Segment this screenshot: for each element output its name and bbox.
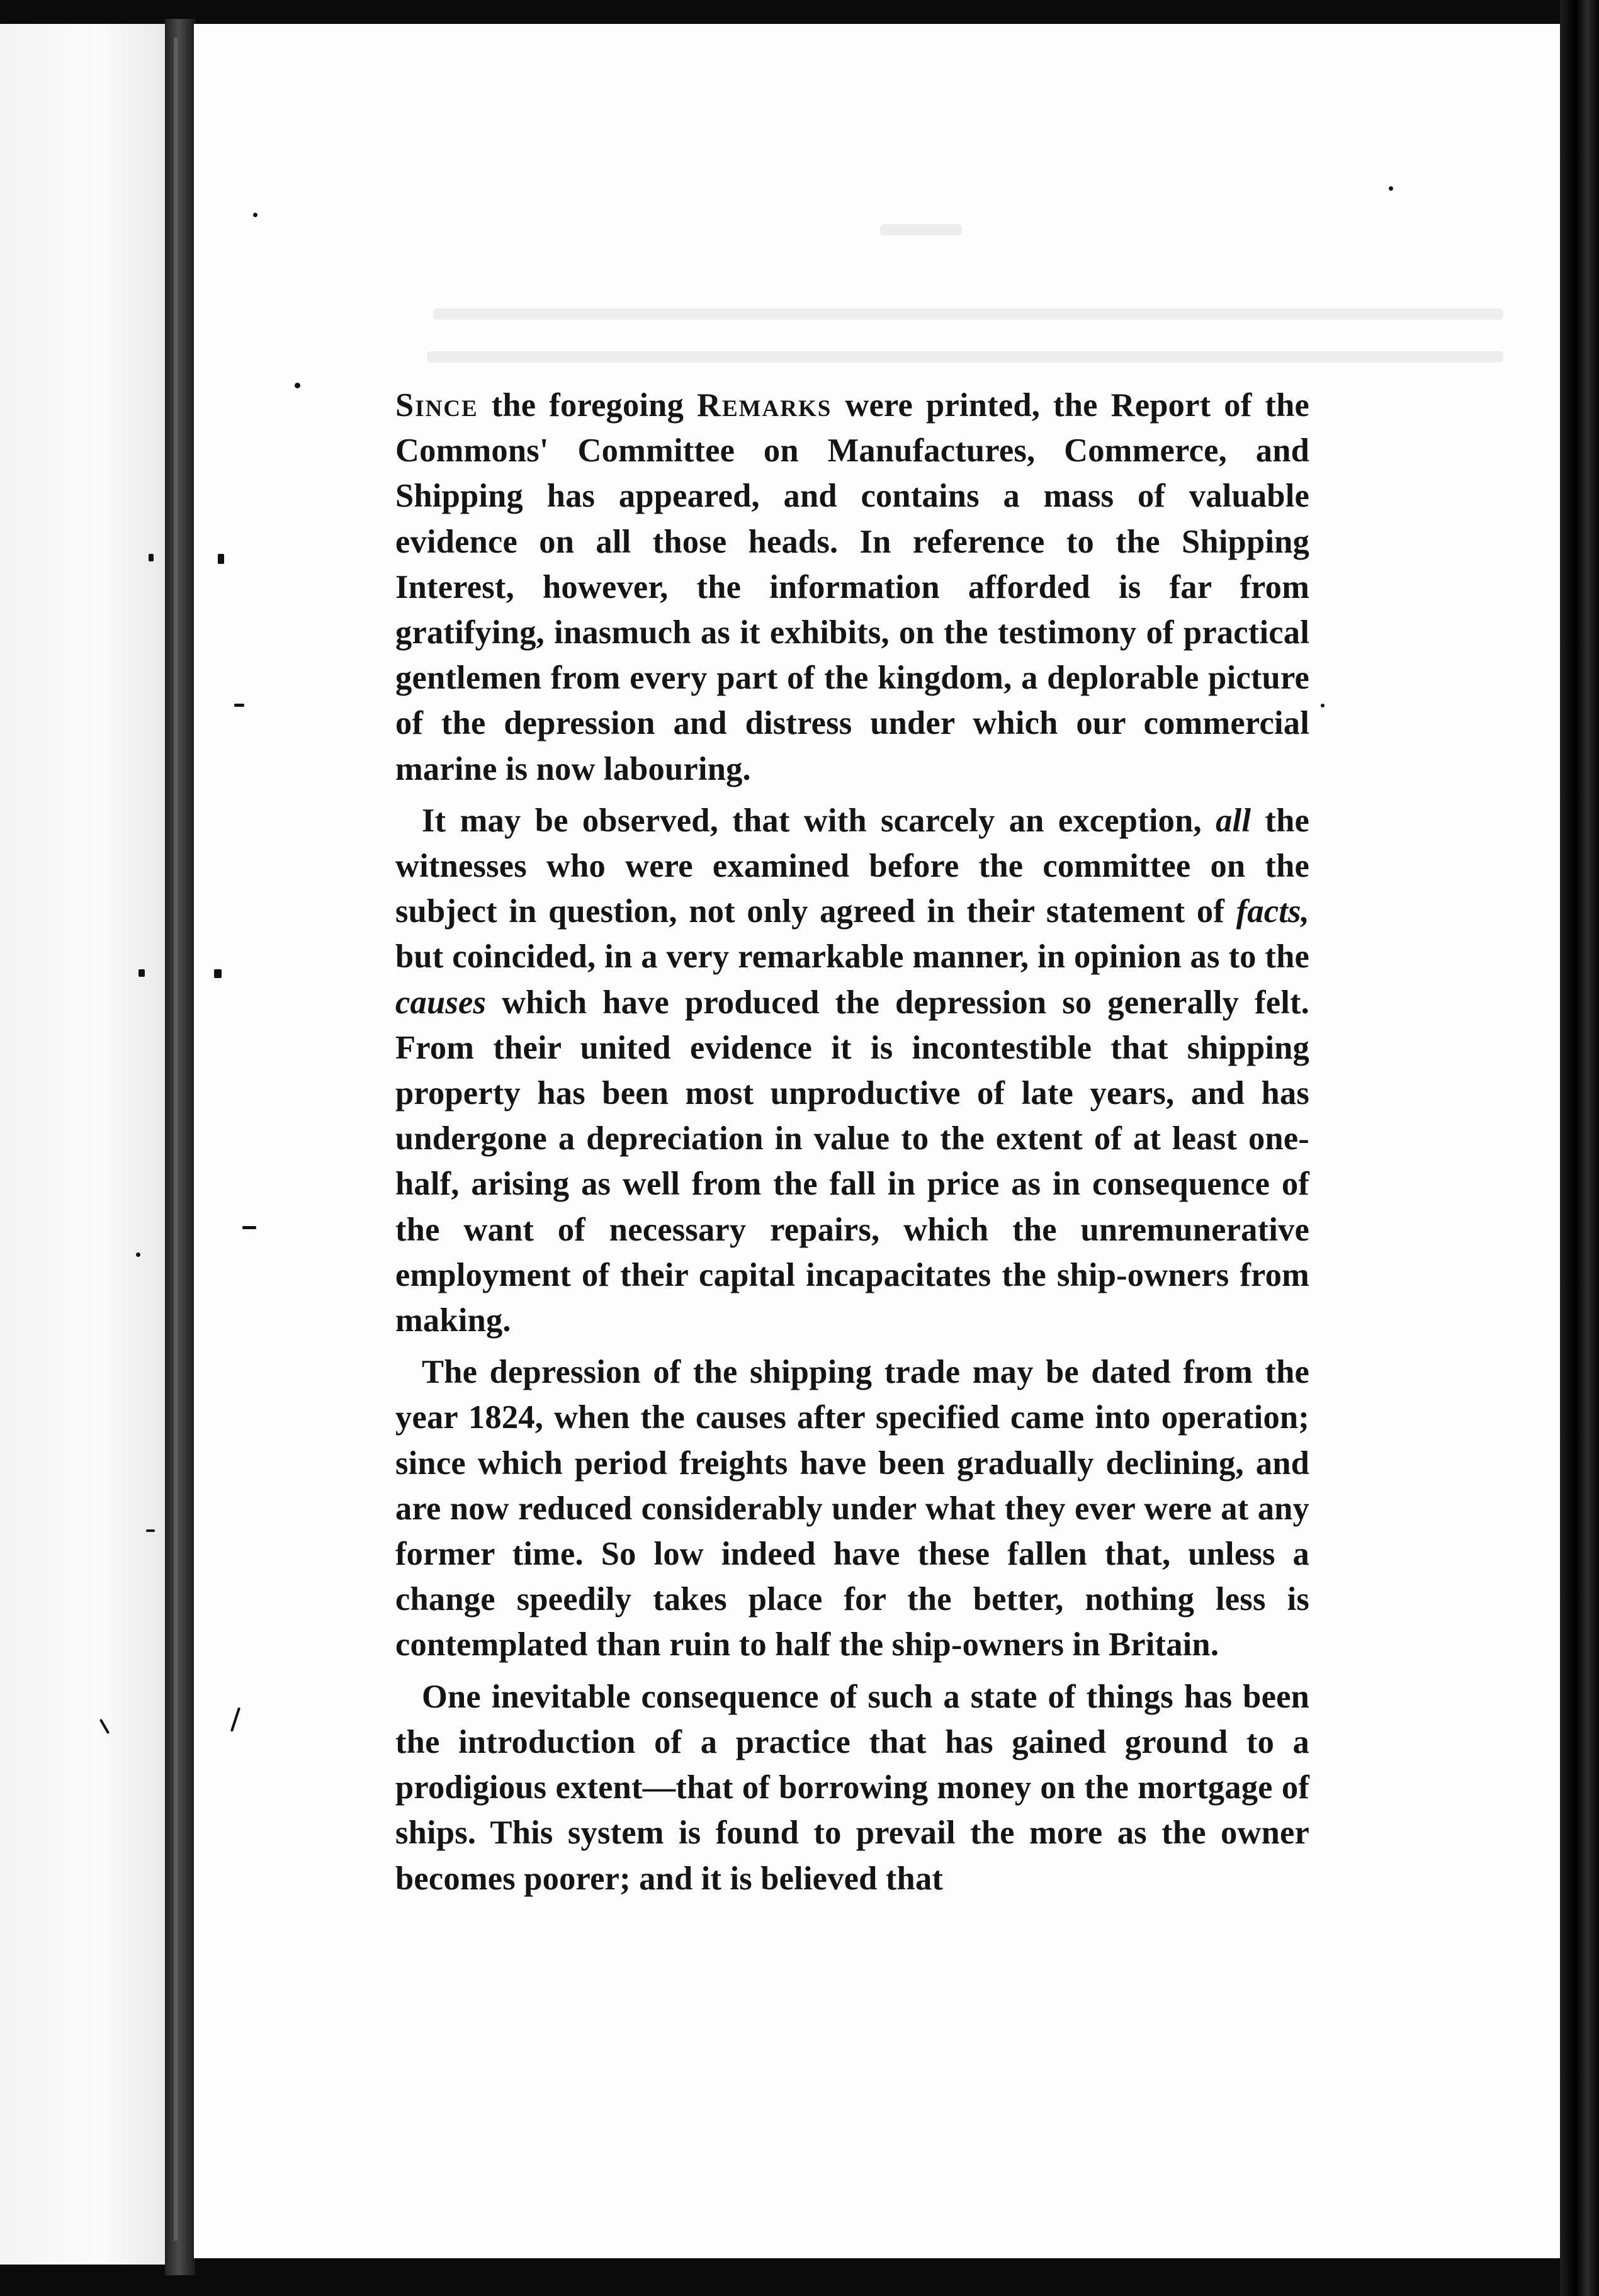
- scan-speck: [218, 554, 224, 564]
- small-caps-word: Since: [395, 387, 478, 424]
- scan-speck: [253, 213, 257, 217]
- text-run: the foregoing: [478, 387, 698, 424]
- show-through-line: [427, 351, 1503, 363]
- book-gutter: [165, 19, 195, 2275]
- italic-word: all: [1216, 802, 1252, 839]
- text-run: One inevitable consequence of such a state of things has been the introduction of a practice that has gained ground to a prodigious extent—that of borrowing money on the mortgage of ships. This system is found to prevail the more as the owner becomes poorer; and it is believed that: [395, 1678, 1309, 1897]
- text-run: but coincided, in a very remarkable manner, in opinion as to the: [395, 938, 1309, 976]
- italic-word: causes: [395, 984, 487, 1021]
- show-through-line: [433, 308, 1503, 320]
- small-caps-word: Remarks: [697, 387, 832, 424]
- scan-speck: [136, 1252, 140, 1257]
- page-edge: [1560, 0, 1599, 2296]
- scan-speck: [214, 969, 222, 978]
- scan-speck: [146, 1529, 155, 1532]
- paragraph: [395, 1349, 1309, 1667]
- paragraph: [395, 1674, 1309, 1901]
- gutter-highlight: [174, 38, 178, 2241]
- page-body-text: [395, 383, 1309, 1901]
- text-run: the witnesses who were examined before the committee on the subject in question, not only agreed in their statement of: [395, 802, 1309, 930]
- text-run: It may be observed, that with scarcely an exception,: [422, 802, 1216, 839]
- scan-speck: [138, 969, 145, 977]
- scan-speck: [1321, 704, 1325, 707]
- scan-speck: [149, 554, 154, 561]
- text-run: which have produced the depression so generally felt. From their united evidence it is incontestible that shipping property has been most unproductive of late years, and has undergone a depreciation in value to the extent of at least one-half, arising as well from the fall in price as in consequence of the want of necessary repairs, which the unremunerative employment of their capital incapacitates the ship-owners from making.: [395, 984, 1309, 1339]
- scan-speck: [242, 1226, 256, 1229]
- text-run: were printed, the Report of the Commons' Committee on Manufactures, Commerce, and Shipping has appeared, and contains a mass of valuable evidence on all those heads. In reference to the Shipping Interest, however, the information afforded is far from gratifying, inasmuch as it exhibits, on the testimony of practical gentlemen from every part of the kingdom, a deplorable picture of the depression and distress under which our commercial marine is now labouring.: [395, 387, 1310, 787]
- scan-speck: [295, 383, 300, 388]
- italic-word: facts,: [1236, 893, 1309, 930]
- scan-speck: [1389, 186, 1393, 191]
- scan-speck: [234, 704, 244, 707]
- paragraph: [395, 798, 1309, 1343]
- text-run: The depression of the shipping trade may be dated from the year 1824, when the causes after specified came into operation; since which period freights have been gradually declining, and are now reduced considerably under what they ever were at any former time. So low indeed have these fallen that, unless a change speedily takes place for the better, nothing less is contemplated than ruin to half the ship-owners in Britain.: [395, 1354, 1309, 1663]
- paragraph: [395, 383, 1309, 792]
- show-through-line: [880, 224, 962, 235]
- facing-page: [0, 24, 165, 2265]
